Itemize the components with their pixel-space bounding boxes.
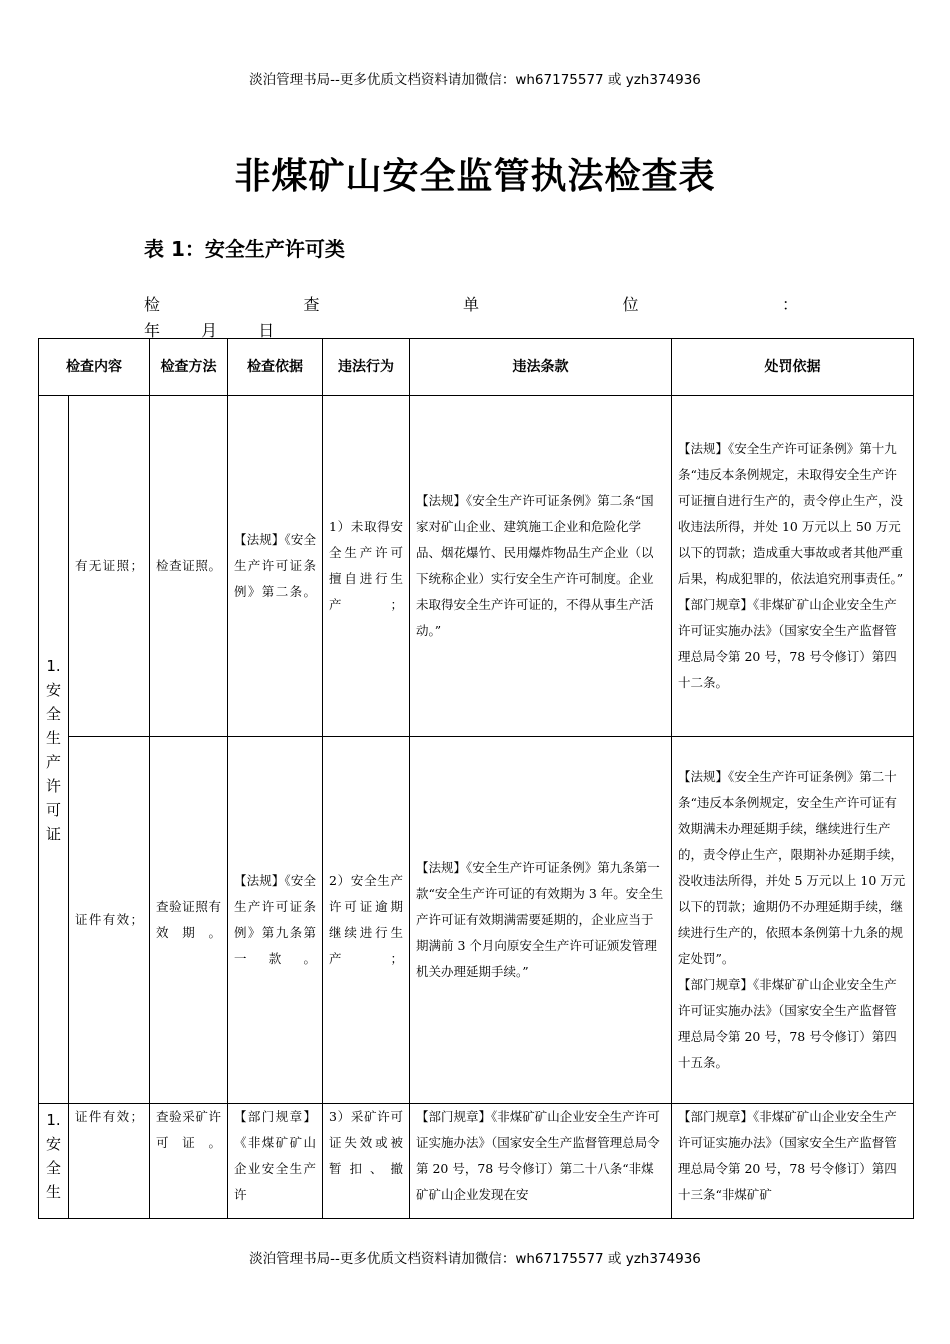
basis-cell: 【法规】《安全生产许可证条例》第二条。 [228, 396, 323, 737]
header-cell: 违法条款 [410, 339, 672, 396]
page-header: 淡泊管理书局--更多优质文档资料请加微信：wh67175577 或 yzh374936 [249, 72, 701, 88]
item-cell: 有无证照； [69, 396, 150, 737]
category-cell: 1.安全生 [39, 1104, 69, 1219]
header-cell: 违法行为 [323, 339, 410, 396]
method-cell: 查验采矿许可证。 [150, 1104, 228, 1219]
page-footer: 淡泊管理书局--更多优质文档资料请加微信：wh67175577 或 yzh374936 [249, 1251, 701, 1267]
unit-char: ： [781, 295, 798, 314]
inspection-unit-line [144, 292, 798, 315]
item-cell: 证件有效； [69, 1104, 150, 1219]
header-cell: 检查内容 [39, 339, 150, 396]
date-day: 日 [258, 321, 275, 340]
violation-cell: 1）未取得安全生产许可擅自进行生产； [323, 396, 410, 737]
penalty-cell [672, 737, 914, 1104]
basis-cell: 【部门规章】《非煤矿矿山企业安全生产许 [228, 1104, 323, 1219]
penalty-cell [672, 396, 914, 737]
header-cell: 处罚依据 [672, 339, 914, 396]
table-subtitle: 表 1：安全生产许可类 [144, 237, 345, 261]
clause-cell: 【法规】《安全生产许可证条例》第九条第一款“安全生产许可证的有效期为 3 年。安全生产许可证有效期满需要延期的，企业应当于期满前 3 个月向原安全生产许可证颁发管理机关办理延期手续。” [410, 737, 672, 1104]
method-cell: 检查证照。 [150, 396, 228, 737]
item-cell: 证件有效； [69, 737, 150, 1104]
inspection-table [38, 338, 914, 1219]
basis-cell: 【法规】《安全生产许可证条例》第九条第一款。 [228, 737, 323, 1104]
penalty-cell: 【部门规章】《非煤矿矿山企业安全生产许可证实施办法》（国家安全生产监督管理总局令第 20 号，78 号令修订）第四十三条“非煤矿矿 [672, 1104, 914, 1219]
header-cell: 检查方法 [150, 339, 228, 396]
unit-char: 检 [144, 295, 161, 314]
method-cell: 查验证照有效期。 [150, 737, 228, 1104]
unit-char: 单 [462, 295, 479, 314]
header-cell: 检查依据 [228, 339, 323, 396]
clause-cell: 【部门规章】《非煤矿矿山企业安全生产许可证实施办法》（国家安全生产监督管理总局令第 20 号，78 号令修订）第二十八条“非煤矿矿山企业发现在安 [410, 1104, 672, 1219]
table-row [39, 1104, 914, 1219]
table-header-row [39, 339, 914, 396]
unit-char: 位 [622, 295, 639, 314]
unit-char: 查 [303, 295, 320, 314]
table-row [39, 737, 914, 1104]
category-cell: 1.安全生产许可证 [39, 396, 69, 1104]
date-month: 月 [201, 321, 218, 340]
clause-cell: 【法规】《安全生产许可证条例》第二条“国家对矿山企业、建筑施工企业和危险化学品、烟花爆竹、民用爆炸物品生产企业（以下统称企业）实行安全生产许可制度。企业未取得安全生产许可证的，不得从事生产活动。” [410, 396, 672, 737]
document-title: 非煤矿山安全监管执法检查表 [234, 156, 716, 197]
penalty-rule: 【部门规章】《非煤矿矿山企业安全生产许可证实施办法》（国家安全生产监督管理总局令第 20 号，78 号令修订）第四十五条。 [678, 977, 897, 1070]
penalty-regulation: 【法规】《安全生产许可证条例》第十九条“违反本条例规定，未取得安全生产许可证擅自进行生产的，责令停止生产，没收违法所得，并处 10 万元以上 50 万元以下的罚款；造成重大事故或者其他严重后果，构成犯罪的，依法追究刑事责任。” [678, 441, 904, 586]
violation-cell: 2）安全生产许可证逾期继续进行生产； [323, 737, 410, 1104]
date-year: 年 [144, 321, 161, 340]
penalty-rule: 【部门规章】《非煤矿矿山企业安全生产许可证实施办法》（国家安全生产监督管理总局令第 20 号，78 号令修订）第四十二条。 [678, 597, 897, 690]
violation-cell: 3）采矿许可证失效或被暂扣、撤 [323, 1104, 410, 1219]
penalty-regulation: 【法规】《安全生产许可证条例》第二十条“违反本条例规定，安全生产许可证有效期满未办理延期手续，继续进行生产的，责令停止生产，限期补办延期手续，没收违法所得，并处 5 万元以上 10 万元以下的罚款；逾期仍不办理延期手续，继续进行生产的，依照本条例第十九条的规定处罚”。 [678, 769, 906, 966]
table-row [39, 396, 914, 737]
